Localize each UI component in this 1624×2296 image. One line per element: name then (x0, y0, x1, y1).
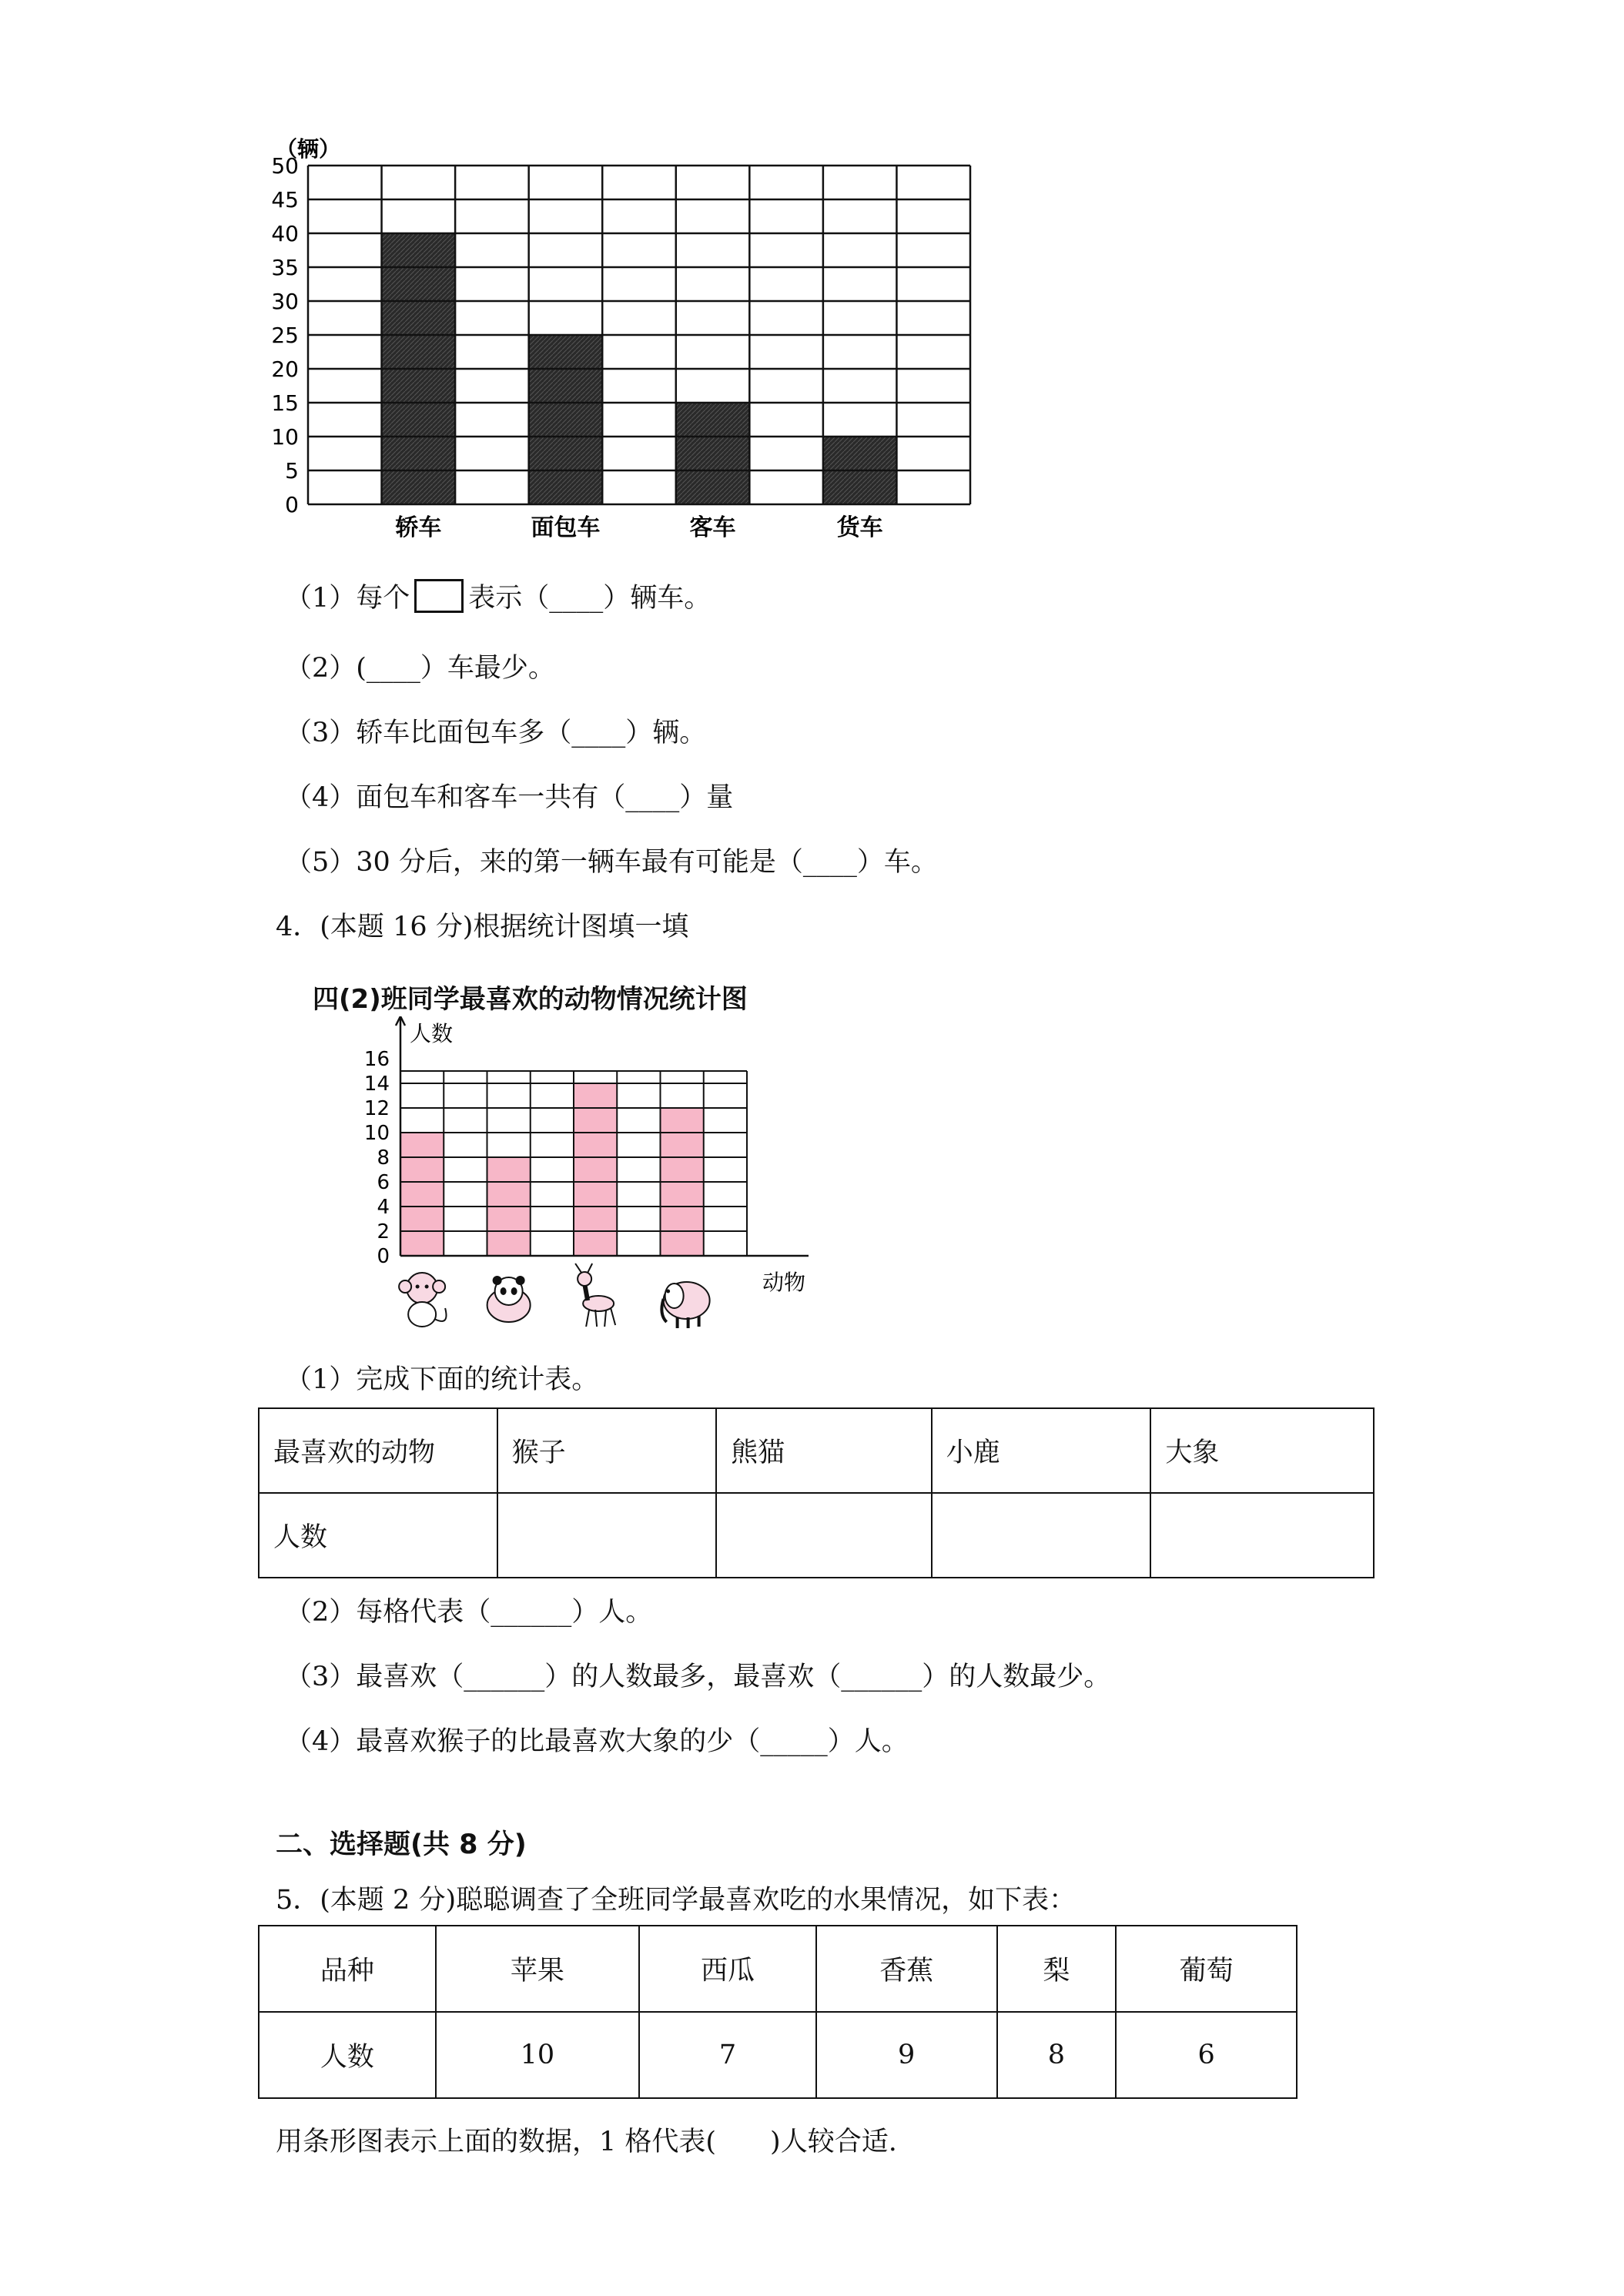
y-tick-label: 0 (285, 492, 299, 517)
x-axis-label: 动物 (762, 1270, 806, 1295)
y-tick-label: 0 (377, 1245, 390, 1268)
animal-bar-chart (300, 1016, 855, 1340)
animal-stats-table (258, 1407, 1375, 1578)
q3-item-1-pre: （1）每个 (285, 583, 410, 614)
chart2-title: 四(2)班同学最喜欢的动物情况统计图 (313, 984, 748, 1015)
y-tick-label: 16 (363, 1048, 390, 1071)
y-tick-label: 20 (271, 356, 299, 382)
q3-item-5: （5）30 分后，来的第一辆车最有可能是（____）车。 (285, 847, 938, 878)
q3-item-2: （2）(____）车最少。 (285, 653, 555, 684)
q3-item-1 (285, 579, 711, 615)
answer-cell[interactable] (1150, 1493, 1374, 1578)
y-tick-label: 14 (363, 1073, 390, 1096)
y-tick-label: 10 (363, 1122, 390, 1145)
q4-sub3: （3）最喜欢（______）的人数最多，最喜欢（______）的人数最少。 (285, 1662, 1111, 1692)
table-cell: 人数 (259, 1493, 497, 1578)
y-tick-label: 2 (377, 1220, 390, 1243)
y-axis-label: （辆） (276, 136, 341, 162)
table-cell: 熊猫 (716, 1408, 932, 1493)
x-tick-label: 客车 (689, 514, 736, 541)
y-tick-label: 40 (271, 221, 299, 246)
y-tick-label: 8 (377, 1146, 390, 1170)
y-axis-label: 人数 (410, 1021, 454, 1046)
elephant-icon (661, 1282, 709, 1328)
y-tick-label: 45 (271, 187, 299, 213)
chart-bar (400, 1133, 444, 1256)
q3-item-1-post: 表示（____）辆车。 (468, 583, 712, 614)
section-title: 二、选择题(共 8 分) (276, 1829, 527, 1860)
y-tick-label: 10 (271, 424, 299, 450)
table-cell: 10 (436, 2012, 640, 2098)
q4-heading: 4．(本题 16 分)根据统计图填一填 (276, 912, 689, 942)
unit-square-icon (414, 579, 464, 613)
y-tick-label: 15 (271, 390, 299, 416)
q4-sub2: （2）每格代表（______）人。 (285, 1597, 653, 1628)
table-cell: 最喜欢的动物 (259, 1408, 497, 1493)
table-row (259, 1408, 1374, 1493)
y-tick-label: 6 (377, 1171, 390, 1194)
x-tick-label: 轿车 (395, 514, 442, 541)
chart-bar (574, 1083, 617, 1256)
table-cell: 6 (1116, 2012, 1297, 2098)
answer-cell[interactable] (716, 1493, 932, 1578)
q5-question: 用条形图表示上面的数据，1 格代表( )人较合适. (276, 2127, 897, 2157)
fruit-table (258, 1925, 1298, 2099)
y-tick-label: 5 (285, 458, 299, 484)
table-row (259, 2012, 1297, 2098)
table-cell: 香蕉 (816, 1926, 997, 2012)
y-tick-label: 4 (377, 1196, 390, 1219)
y-tick-label: 25 (271, 323, 299, 348)
y-tick-label: 30 (271, 289, 299, 314)
q4-sub1: （1）完成下面的统计表。 (285, 1364, 599, 1395)
q3-item-4: （4）面包车和客车一共有（____）量 (285, 782, 734, 813)
table-cell: 葡萄 (1116, 1926, 1297, 2012)
x-tick-label: 面包车 (531, 514, 601, 541)
table-cell: 7 (639, 2012, 816, 2098)
y-tick-label: 35 (271, 255, 299, 280)
table-cell: 小鹿 (932, 1408, 1151, 1493)
table-cell: 大象 (1150, 1408, 1374, 1493)
deer-icon (575, 1263, 615, 1327)
table-cell: 猴子 (497, 1408, 717, 1493)
y-tick-label: 50 (271, 153, 299, 179)
q5-heading: 5．(本题 2 分)聪聪调查了全班同学最喜欢吃的水果情况，如下表： (276, 1885, 1077, 1916)
table-row (259, 1926, 1297, 2012)
table-cell: 西瓜 (639, 1926, 816, 2012)
chart-bar (529, 335, 603, 504)
answer-cell[interactable] (497, 1493, 717, 1578)
y-tick-label: 12 (363, 1097, 390, 1120)
answer-cell[interactable] (932, 1493, 1151, 1578)
table-row (259, 1493, 1374, 1578)
q4-sub4: （4）最喜欢猴子的比最喜欢大象的少（_____）人。 (285, 1726, 909, 1757)
q3-item-3: （3）轿车比面包车多（____）辆。 (285, 718, 707, 748)
x-tick-label: 货车 (836, 514, 883, 541)
table-cell: 8 (997, 2012, 1117, 2098)
table-cell: 苹果 (436, 1926, 640, 2012)
monkey-icon (399, 1273, 446, 1327)
chart-bar (676, 403, 750, 504)
table-cell: 梨 (997, 1926, 1117, 2012)
table-cell: 人数 (259, 2012, 436, 2098)
vehicle-bar-chart (262, 123, 986, 554)
panda-icon (487, 1276, 531, 1322)
table-cell: 品种 (259, 1926, 436, 2012)
table-cell: 9 (816, 2012, 997, 2098)
